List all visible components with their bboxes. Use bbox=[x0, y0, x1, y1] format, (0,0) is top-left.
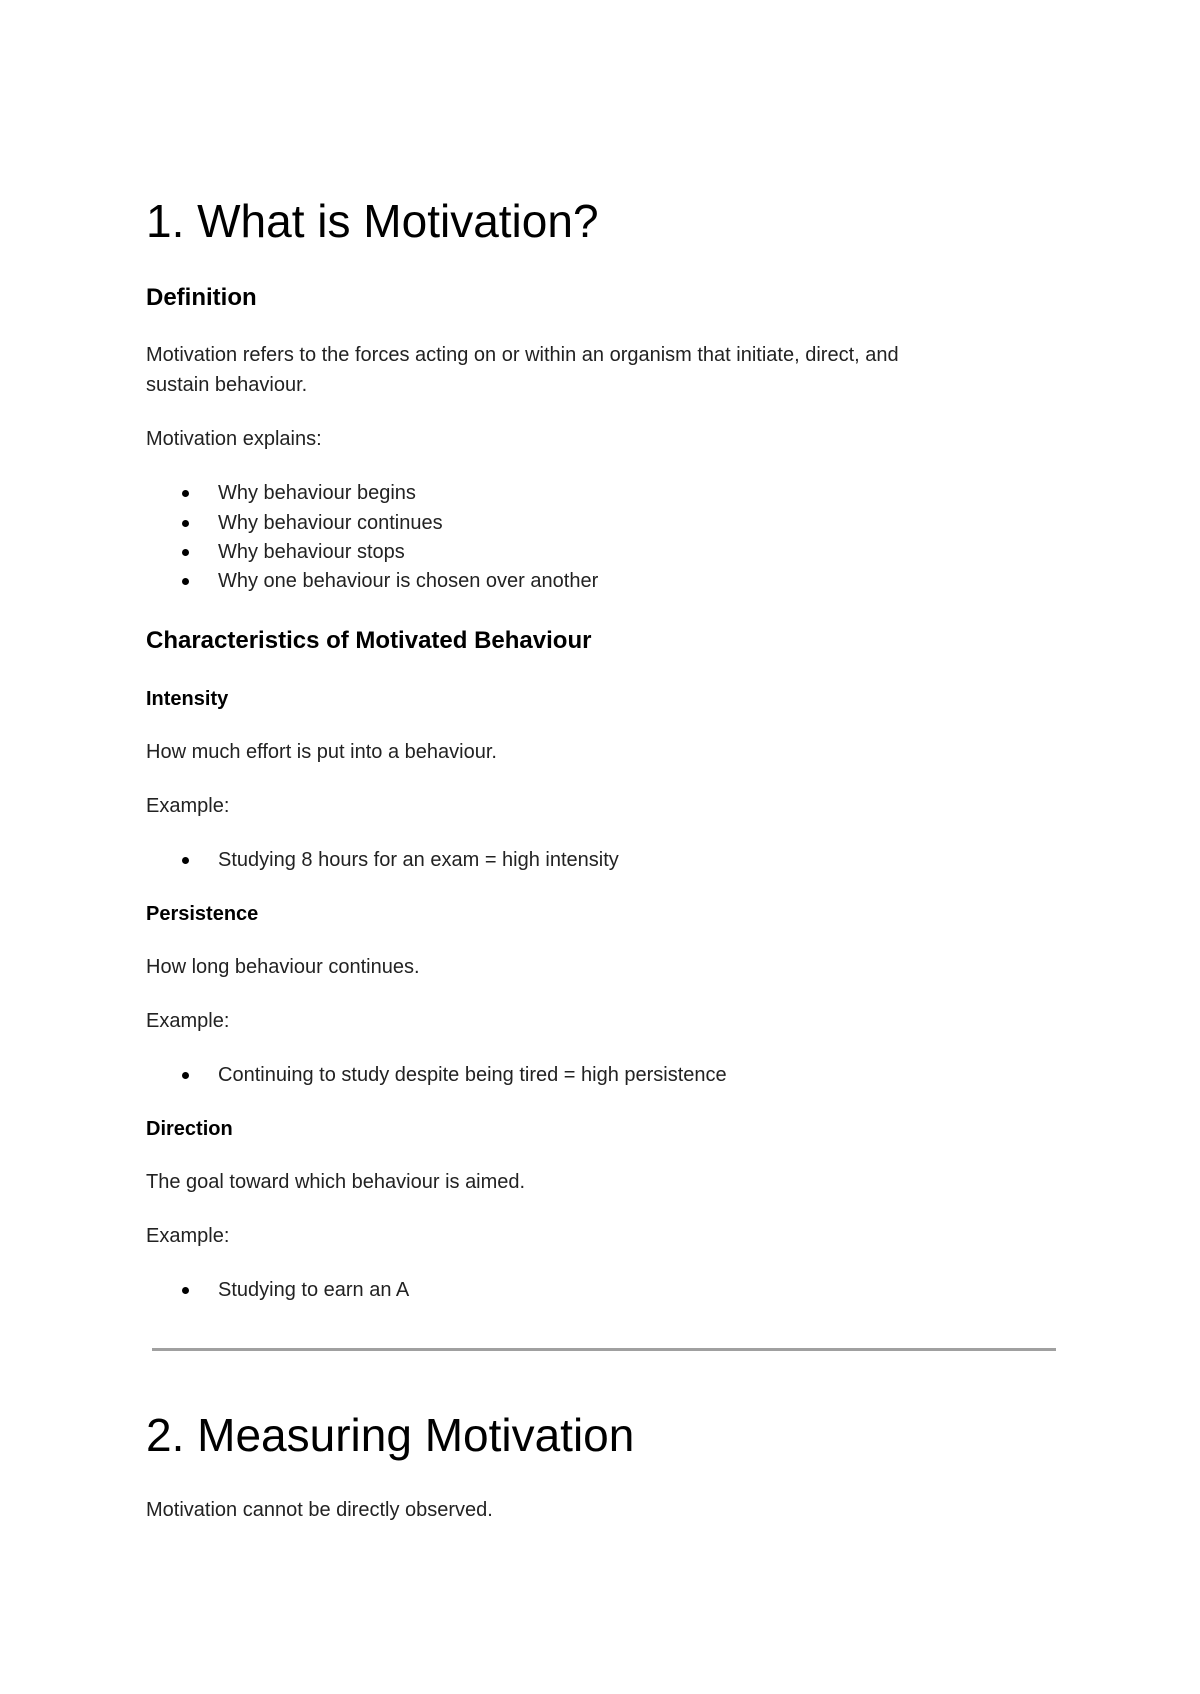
bullet-icon bbox=[182, 1072, 189, 1079]
list-item-text: Why behaviour begins bbox=[218, 482, 416, 504]
list-item-text: Why behaviour stops bbox=[218, 541, 405, 563]
section2-title: 2. Measuring Motivation bbox=[146, 1409, 635, 1461]
direction-text: The goal toward which behaviour is aimed. bbox=[146, 1171, 526, 1193]
bullet-icon bbox=[182, 520, 189, 527]
list-item-text: Studying to earn an A bbox=[218, 1279, 410, 1301]
explains-intro: Motivation explains: bbox=[146, 428, 322, 450]
section2-text: Motivation cannot be directly observed. bbox=[146, 1499, 493, 1521]
bullet-icon bbox=[182, 549, 189, 556]
persistence-text: How long behaviour continues. bbox=[146, 956, 420, 978]
bullet-icon bbox=[182, 578, 189, 585]
direction-heading: Direction bbox=[146, 1118, 233, 1140]
bullet-icon bbox=[182, 1287, 189, 1294]
intensity-example-label: Example: bbox=[146, 795, 230, 817]
intensity-text: How much effort is put into a behaviour. bbox=[146, 741, 497, 763]
horizontal-divider bbox=[152, 1348, 1056, 1351]
bullet-icon bbox=[182, 490, 189, 497]
list-item-text: Studying 8 hours for an exam = high intensity bbox=[218, 849, 619, 871]
list-item-text: Why behaviour continues bbox=[218, 512, 443, 534]
list-item-text: Why one behaviour is chosen over another bbox=[218, 570, 599, 592]
intensity-heading: Intensity bbox=[146, 688, 229, 710]
direction-example-label: Example: bbox=[146, 1225, 230, 1247]
section1-title: 1. What is Motivation? bbox=[146, 195, 599, 247]
persistence-example-label: Example: bbox=[146, 1010, 230, 1032]
definition-text-line1: Motivation refers to the forces acting on or within an organism that initiate, direct, and bbox=[146, 344, 899, 366]
bullet-icon bbox=[182, 857, 189, 864]
list-item-text: Continuing to study despite being tired = high persistence bbox=[218, 1064, 727, 1086]
characteristics-heading: Characteristics of Motivated Behaviour bbox=[146, 627, 592, 654]
persistence-heading: Persistence bbox=[146, 903, 259, 925]
definition-heading: Definition bbox=[146, 284, 257, 311]
definition-text-line2: sustain behaviour. bbox=[146, 374, 308, 396]
